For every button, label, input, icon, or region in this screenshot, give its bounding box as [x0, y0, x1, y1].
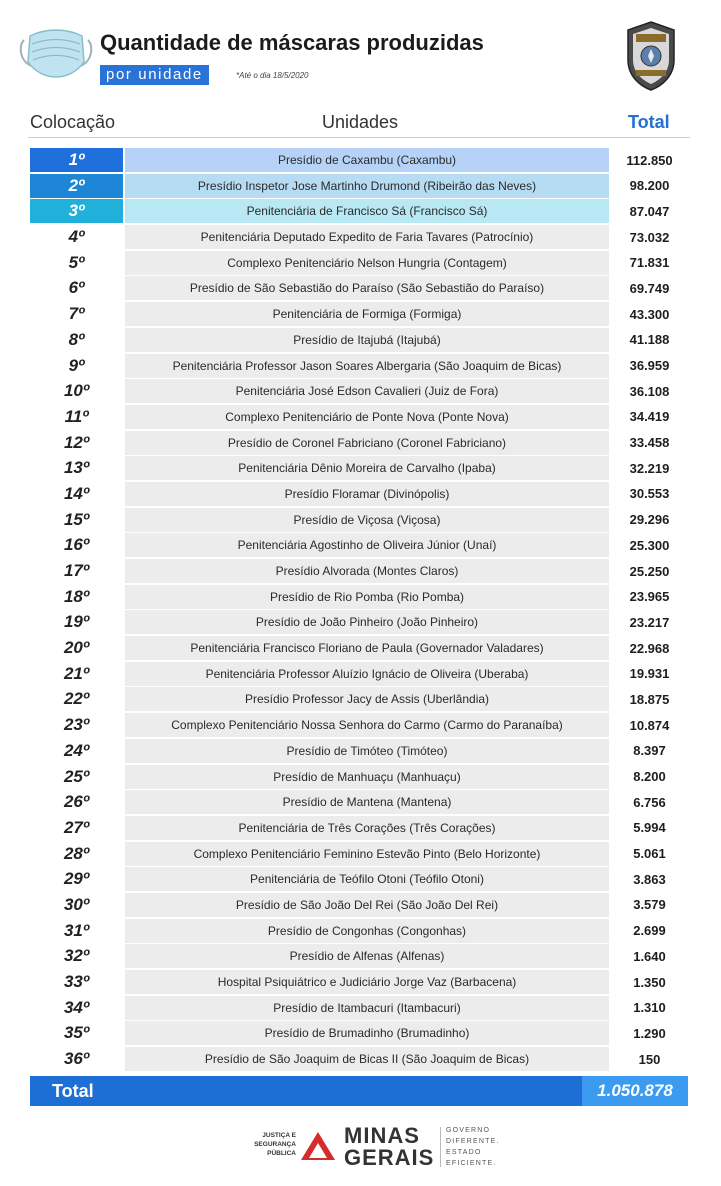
- total-cell: 33.458: [629, 435, 670, 451]
- rank-cell: 4º: [68, 227, 85, 247]
- table-row: [30, 1047, 688, 1073]
- table-row: [30, 328, 688, 354]
- total-cell: 22.968: [629, 640, 670, 656]
- table-row: [30, 431, 688, 457]
- footer-slogan: [446, 1125, 500, 1169]
- rank-cell: 5º: [68, 252, 85, 272]
- rank-cell: 10º: [63, 381, 90, 401]
- table-row: [30, 662, 688, 688]
- unit-cell: Penitenciária Professor Aluízio Ignácio de Oliveira (Uberaba): [125, 662, 609, 686]
- unit-cell: Presídio de Manhuaçu (Manhuaçu): [125, 765, 609, 789]
- total-cell: 1.310: [633, 1000, 666, 1016]
- unit-cell: Penitenciária Deputado Expedito de Faria Tavares (Patrocínio): [125, 225, 609, 249]
- total-cell: 34.419: [629, 409, 670, 425]
- face-mask-icon: [18, 22, 94, 88]
- rank-cell: 9º: [68, 355, 85, 375]
- total-value: 1.050.878: [597, 1081, 673, 1100]
- rank-cell: 33º: [63, 972, 90, 991]
- table-row: [30, 867, 688, 893]
- total-cell: 30.553: [629, 486, 670, 502]
- table-row: [30, 251, 688, 277]
- table-row: [30, 379, 688, 405]
- unit-cell: Penitenciária de Formiga (Formiga): [125, 302, 609, 326]
- table-row: [30, 302, 688, 328]
- total-value-box: [582, 1076, 688, 1106]
- unit-cell: Penitenciária de Francisco Sá (Francisco Sá): [125, 199, 609, 223]
- rank-cell: 12º: [63, 432, 90, 452]
- table-row: [30, 559, 688, 585]
- rank-cell: 2º: [30, 174, 123, 198]
- unit-cell: Penitenciária José Edson Cavalieri (Juiz de Fora): [125, 379, 609, 403]
- total-cell: 150: [638, 1051, 661, 1067]
- total-cell: 6.756: [633, 794, 666, 810]
- total-cell: 71.831: [629, 255, 670, 271]
- rank-cell: 32º: [63, 946, 90, 966]
- rank-cell: 35º: [63, 1023, 90, 1043]
- table-row: [30, 225, 688, 251]
- table-row: [30, 893, 688, 919]
- unit-cell: Complexo Penitenciário Feminino Estevão Pinto (Belo Horizonte): [125, 842, 609, 866]
- rank-cell: 31º: [63, 920, 90, 940]
- rank-cell: 7º: [68, 304, 85, 324]
- unit-cell: Presídio de Itambacuri (Itambacuri): [125, 996, 609, 1020]
- total-cell: 36.959: [629, 358, 670, 373]
- rank-cell: 11º: [64, 406, 89, 426]
- column-header-total: Total: [628, 112, 670, 132]
- table-row: [30, 405, 688, 431]
- footer-secretariat: [240, 1131, 296, 1158]
- total-cell: 87.047: [629, 203, 670, 219]
- table-row: [30, 610, 688, 636]
- total-label: Total: [52, 1081, 94, 1101]
- table-row: [30, 456, 688, 482]
- rank-cell: 28º: [63, 843, 90, 863]
- total-cell: 18.875: [629, 691, 670, 707]
- total-cell: 1.640: [633, 948, 666, 964]
- total-cell: 5.994: [633, 820, 666, 836]
- unit-cell: Presídio de Alfenas (Alfenas): [125, 944, 609, 968]
- rank-cell: 30º: [63, 894, 90, 914]
- table-row: [30, 508, 688, 534]
- total-cell: 112.850: [626, 152, 673, 168]
- rank-cell: 26º: [63, 792, 90, 812]
- table-row: [30, 996, 688, 1022]
- table-row: [30, 148, 688, 174]
- total-row: [30, 1076, 688, 1106]
- rank-cell: 27º: [63, 817, 90, 837]
- footer-slogan-line: ESTADO: [446, 1149, 482, 1156]
- table-row: [30, 816, 688, 842]
- rank-cell: 21º: [63, 663, 90, 683]
- unit-cell: Penitenciária Francisco Floriano de Paula (Governador Valadares): [125, 636, 609, 660]
- unit-cell: Presídio de Itajubá (Itajubá): [125, 328, 609, 352]
- unit-cell: Presídio de Coronel Fabriciano (Coronel Fabriciano): [125, 431, 609, 455]
- rank-cell: 16º: [63, 535, 90, 555]
- rank-cell: 13º: [63, 458, 90, 478]
- page-title: Quantidade de máscaras produzidas: [100, 30, 484, 55]
- unit-cell: Presídio de São Sebastião do Paraíso (São Sebastião do Paraíso): [125, 276, 609, 300]
- rank-cell: 8º: [68, 329, 85, 349]
- total-cell: 19.931: [629, 666, 670, 682]
- total-cell: 2.699: [633, 923, 666, 939]
- total-cell: 36.108: [629, 383, 670, 399]
- unit-cell: Presídio Inspetor Jose Martinho Drumond (Ribeirão das Neves): [125, 174, 609, 198]
- footer-slogan-line: DIFERENTE.: [446, 1138, 500, 1145]
- unit-cell: Penitenciária Agostinho de Oliveira Júnior (Unaí): [125, 533, 609, 557]
- table-row: [30, 944, 688, 970]
- rank-cell: 17º: [63, 561, 90, 580]
- unit-cell: Presídio de Timóteo (Timóteo): [125, 739, 609, 763]
- footer-left-line: SEGURANÇA: [254, 1141, 296, 1148]
- rank-cell: 22º: [63, 689, 90, 709]
- table-row: [30, 687, 688, 713]
- footer-brand-line: MINAS: [344, 1123, 420, 1148]
- unit-cell: Presídio de São Joaquim de Bicas II (São Joaquim de Bicas): [125, 1047, 609, 1071]
- rank-cell: 24º: [63, 740, 90, 760]
- rank-cell: 23º: [63, 715, 90, 735]
- unit-cell: Complexo Penitenciário Nossa Senhora do Carmo (Carmo do Paranaíba): [125, 713, 609, 737]
- total-cell: 25.300: [629, 537, 670, 553]
- page-subtitle: por unidade: [100, 65, 209, 85]
- rank-cell: 1º: [30, 148, 123, 172]
- table-row: [30, 739, 688, 765]
- rank-cell: 20º: [63, 638, 90, 658]
- total-cell: 69.749: [629, 280, 670, 296]
- unit-cell: Presídio de Mantena (Mantena): [125, 790, 609, 814]
- total-cell: 3.863: [633, 871, 666, 887]
- total-cell: 32.219: [629, 460, 670, 476]
- rank-cell: 6º: [68, 278, 85, 298]
- total-cell: 41.188: [629, 332, 670, 348]
- column-header-unit: Unidades: [322, 112, 399, 132]
- table-row: [30, 585, 688, 611]
- total-cell: 23.217: [629, 614, 670, 630]
- table-row: [30, 765, 688, 791]
- unit-cell: Complexo Penitenciário Nelson Hungria (Contagem): [125, 251, 609, 275]
- police-shield-badge-icon: [624, 20, 678, 92]
- total-cell: 98.200: [629, 178, 670, 194]
- table-row: [30, 919, 688, 945]
- ranking-table: [30, 148, 688, 1073]
- rank-cell: 34º: [63, 997, 90, 1017]
- footer-separator: [440, 1127, 441, 1167]
- unit-cell: Penitenciária Dênio Moreira de Carvalho (Ipaba): [125, 456, 609, 480]
- total-cell: 43.300: [629, 306, 670, 322]
- unit-cell: Complexo Penitenciário de Ponte Nova (Ponte Nova): [125, 405, 609, 429]
- total-cell: 73.032: [629, 229, 670, 245]
- unit-cell: Presídio Alvorada (Montes Claros): [125, 559, 609, 583]
- total-cell: 1.350: [633, 974, 666, 990]
- table-row: [30, 482, 688, 508]
- date-note: *Até o dia 18/5/2020: [236, 71, 309, 80]
- footer-slogan-line: GOVERNO: [446, 1127, 491, 1134]
- footer-brand-line: GERAIS: [344, 1145, 435, 1170]
- footer-brand: [344, 1125, 434, 1169]
- rank-cell: 14º: [63, 483, 90, 503]
- minas-gerais-triangle-logo-icon: [300, 1131, 336, 1161]
- table-row: [30, 970, 688, 996]
- unit-cell: Presídio Professor Jacy de Assis (Uberlândia): [125, 687, 609, 711]
- unit-cell: Presídio de Congonhas (Congonhas): [125, 919, 609, 943]
- unit-cell: Presídio de Rio Pomba (Rio Pomba): [125, 585, 609, 609]
- rank-cell: 29º: [63, 869, 90, 889]
- table-row: [30, 636, 688, 662]
- unit-cell: Presídio de Viçosa (Viçosa): [125, 508, 609, 532]
- unit-cell: Presídio de João Pinheiro (João Pinheiro): [125, 610, 609, 634]
- unit-cell: Presídio de Brumadinho (Brumadinho): [125, 1021, 609, 1045]
- table-row: [30, 1021, 688, 1047]
- total-cell: 1.290: [633, 1025, 666, 1041]
- rank-cell: 15º: [63, 509, 90, 529]
- total-cell: 23.965: [629, 589, 670, 605]
- header-divider: [28, 137, 690, 138]
- footer-left-line: PÚBLICA: [267, 1150, 296, 1157]
- total-cell: 8.397: [633, 743, 666, 759]
- rank-cell: 19º: [63, 612, 90, 632]
- footer-left-line: JUSTIÇA E: [262, 1132, 296, 1139]
- unit-cell: Presídio de Caxambu (Caxambu): [125, 148, 609, 172]
- total-cell: 10.874: [629, 717, 670, 733]
- unit-cell: Penitenciária de Teófilo Otoni (Teófilo Otoni): [125, 867, 609, 891]
- unit-cell: Penitenciária Professor Jason Soares Albergaria (São Joaquim de Bicas): [125, 354, 609, 378]
- unit-cell: Presídio Floramar (Divinópolis): [125, 482, 609, 506]
- unit-cell: Hospital Psiquiátrico e Judiciário Jorge Vaz (Barbacena): [125, 970, 609, 994]
- table-row: [30, 354, 688, 380]
- unit-cell: Penitenciária de Três Corações (Três Corações): [125, 816, 609, 840]
- rank-cell: 36º: [63, 1049, 90, 1069]
- rank-cell: 18º: [63, 586, 90, 606]
- unit-cell: Presídio de São João Del Rei (São João Del Rei): [125, 893, 609, 917]
- column-header-rank: Colocação: [30, 112, 116, 132]
- table-row: [30, 199, 688, 225]
- footer-slogan-line: EFICIENTE.: [446, 1160, 497, 1167]
- table-row: [30, 533, 688, 559]
- table-row: [30, 790, 688, 816]
- total-cell: 25.250: [629, 563, 670, 579]
- table-row: [30, 174, 688, 200]
- table-row: [30, 276, 688, 302]
- rank-cell: 3º: [30, 199, 123, 223]
- table-row: [30, 713, 688, 739]
- table-row: [30, 842, 688, 868]
- total-cell: 5.061: [633, 846, 666, 862]
- total-cell: 3.579: [633, 897, 666, 913]
- total-cell: 8.200: [633, 769, 666, 784]
- total-cell: 29.296: [629, 512, 670, 528]
- rank-cell: 25º: [63, 766, 90, 786]
